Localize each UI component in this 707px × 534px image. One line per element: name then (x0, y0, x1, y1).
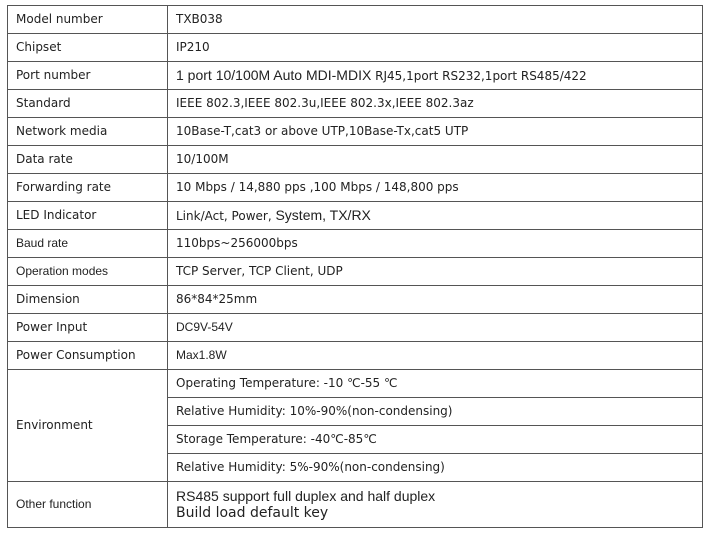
value-power-input: DC9V-54V (168, 314, 703, 342)
value-led-indicator-primary: Link/Act, Power, (176, 209, 276, 224)
row-led-indicator (8, 202, 703, 230)
label-other-function: Other function (8, 482, 168, 528)
row-environment-1 (8, 370, 703, 398)
label-data-rate: Data rate (8, 146, 168, 174)
value-data-rate: 10/100M (168, 146, 703, 174)
row-chipset (8, 34, 703, 62)
label-environment: Environment (8, 370, 168, 482)
value-chipset: IP210 (168, 34, 703, 62)
value-led-indicator (168, 202, 703, 230)
label-standard: Standard (8, 90, 168, 118)
label-chipset: Chipset (8, 34, 168, 62)
row-other-function (8, 482, 703, 528)
value-forwarding-rate: 10 Mbps / 14,880 pps ,100 Mbps / 148,800 pps (168, 174, 703, 202)
label-power-consumption: Power Consumption (8, 342, 168, 370)
row-network-media (8, 118, 703, 146)
value-other-function (168, 482, 703, 528)
value-storage-temperature: Storage Temperature: -40℃-85℃ (168, 426, 703, 454)
row-forwarding-rate (8, 174, 703, 202)
row-data-rate (8, 146, 703, 174)
row-port-number (8, 62, 703, 90)
value-baud-rate: 110bps~256000bps (168, 230, 703, 258)
value-standard: IEEE 802.3,IEEE 802.3u,IEEE 802.3x,IEEE 802.3az (168, 90, 703, 118)
value-port-number-secondary: RJ45,1port RS232,1port RS485/422 (371, 69, 587, 84)
value-storage-humidity: Relative Humidity: 5%-90%(non-condensing) (168, 454, 703, 482)
label-baud-rate: Baud rate (8, 230, 168, 258)
row-power-input (8, 314, 703, 342)
label-port-number: Port number (8, 62, 168, 90)
value-port-number-primary: 1 port 10/100M Auto MDI-MDIX (176, 67, 372, 84)
row-operation-modes (8, 258, 703, 286)
row-power-consumption (8, 342, 703, 370)
value-other-function-line-1: RS485 support full duplex and half duplex (176, 488, 436, 505)
label-operation-modes: Operation modes (8, 258, 168, 286)
value-led-indicator-secondary: System, TX/RX (275, 207, 371, 224)
label-dimension: Dimension (8, 286, 168, 314)
value-network-media: 10Base-T,cat3 or above UTP,10Base-Tx,cat5 UTP (168, 118, 703, 146)
row-baud-rate (8, 230, 703, 258)
value-dimension: 86*84*25mm (168, 286, 703, 314)
spec-table (7, 5, 703, 528)
value-operating-temperature: Operating Temperature: -10 ℃-55 ℃ (168, 370, 703, 398)
value-operating-humidity: Relative Humidity: 10%-90%(non-condensing) (168, 398, 703, 426)
label-forwarding-rate: Forwarding rate (8, 174, 168, 202)
label-network-media: Network media (8, 118, 168, 146)
value-other-function-line-2: Build load default key (176, 504, 329, 521)
value-power-consumption: Max1.8W (168, 342, 703, 370)
row-dimension (8, 286, 703, 314)
label-led-indicator: LED Indicator (8, 202, 168, 230)
row-standard (8, 90, 703, 118)
value-operation-modes: TCP Server, TCP Client, UDP (168, 258, 703, 286)
value-port-number (168, 62, 703, 90)
row-model-number (8, 6, 703, 34)
label-power-input: Power Input (8, 314, 168, 342)
value-model-number: TXB038 (168, 6, 703, 34)
label-model-number: Model number (8, 6, 168, 34)
